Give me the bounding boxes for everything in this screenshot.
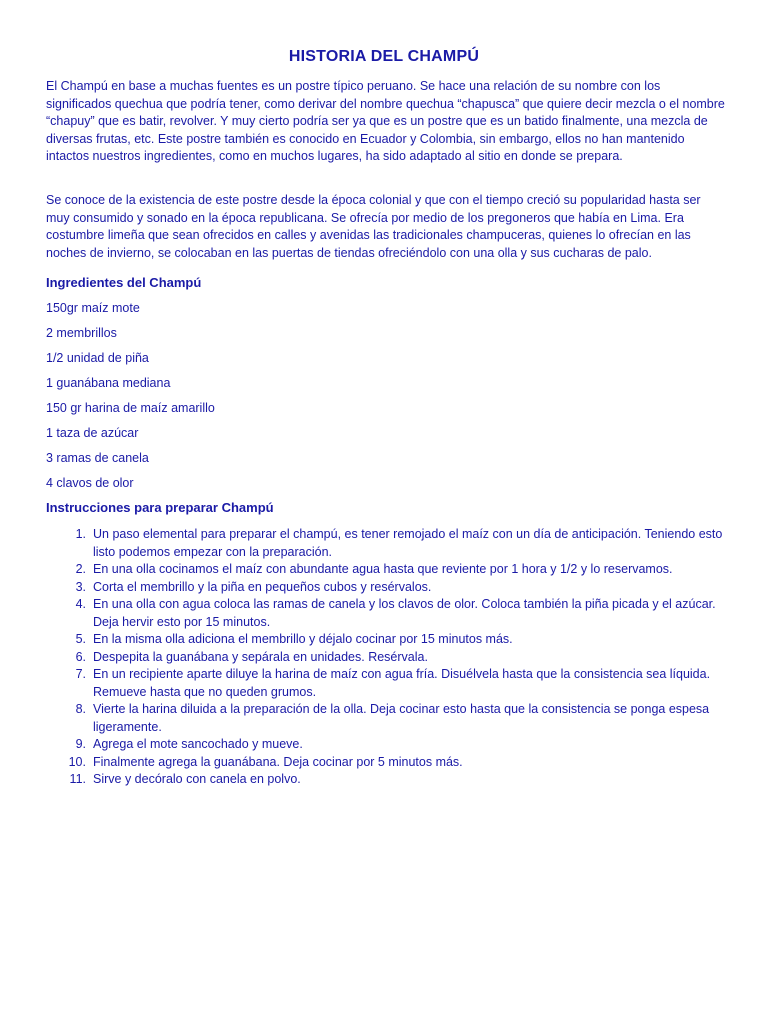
step-number: 3.: [75, 579, 86, 594]
ingredients-heading: Ingredientes del Champú: [46, 275, 202, 290]
step-text: Corta el membrillo y la piña en pequeños cubos y resérvalos.: [93, 579, 432, 594]
step-number: 8.: [75, 702, 86, 716]
step-number: 9.: [75, 737, 86, 751]
ingredient-item: 4 clavos de olor: [46, 476, 134, 490]
step-text: En una olla con agua coloca las ramas de canela y los clavos de olor. Coloca también la piña picada y el azúcar. Deja hervir esto por 15 minutos.: [93, 597, 716, 629]
step-text: Sirve y decóralo con canela en polvo.: [93, 772, 301, 786]
instruction-step: [46, 701, 726, 736]
instruction-step: [46, 754, 726, 772]
step-text: En una olla cocinamos el maíz con abundante agua hasta que reviente por 1 hora y 1/2 y lo reservamos.: [93, 562, 673, 576]
ingredient-item: 150gr maíz mote: [46, 301, 140, 315]
instruction-step: [46, 526, 726, 561]
instructions-list: [46, 526, 726, 789]
intro-paragraph: El Champú en base a muchas fuentes es un postre típico peruano. Se hace una relación de su nombre con los significados quechua que podría tener, como derivar del nombre quechua “chapusca” que quiere decir mezcla o el nombre “chapuy” que es batir, revolver. Y muy cierto podría ser ya que es un postre que es un batido finalmente, una mezcla de diversas frutas, etc. Este postre también es conocido en Ecuador y Colombia, sin embargo, ellos no han mantenido intactos nuestros ingredientes, como en muchos lugares, ha sido adaptado al sitio en donde se prepara.: [46, 79, 725, 163]
ingredient-item: 150 gr harina de maíz amarillo: [46, 401, 215, 415]
instruction-step: [46, 736, 726, 754]
step-number: 6.: [75, 649, 86, 664]
page-title: HISTORIA DEL CHAMPÚ: [288, 48, 480, 65]
step-number: 1.: [75, 527, 86, 541]
step-text: Despepita la guanábana y sepárala en unidades. Resérvala.: [93, 649, 428, 664]
step-number: 7.: [75, 667, 86, 681]
instruction-step: [46, 561, 726, 579]
instruction-step: [46, 579, 726, 597]
ingredient-item: 3 ramas de canela: [46, 451, 149, 465]
instruction-step: [46, 649, 726, 667]
step-text: Finalmente agrega la guanábana. Deja cocinar por 5 minutos más.: [93, 754, 463, 769]
step-text: En la misma olla adiciona el membrillo y déjalo cocinar por 15 minutos más.: [93, 632, 513, 646]
instruction-step: [46, 771, 726, 789]
ingredient-item: 1/2 unidad de piña: [46, 351, 149, 365]
instructions-heading: Instrucciones para preparar Champú: [46, 500, 274, 515]
step-number: 11.: [69, 772, 86, 786]
history-paragraph: Se conoce de la existencia de este postre desde la época colonial y que con el tiempo creció su popularidad hasta ser muy consumido y sonado en la época republicana. Se ofrecía por medio de los pregoneros que había en Lima. Era costumbre limeña que sean ofrecidos en calles y avenidas las tradicionales champuceras, quienes lo ofrecían en las noches de invierno, se colocaban en las puertas de tiendas ofreciéndolo con una olla y sus cucharas de palo.: [46, 193, 701, 260]
ingredients-list: [46, 300, 215, 500]
step-text: Agrega el mote sancochado y mueve.: [93, 737, 303, 751]
instruction-step: [46, 666, 726, 701]
step-number: 10.: [68, 754, 86, 769]
step-number: 4.: [75, 597, 86, 611]
ingredient-item: 2 membrillos: [46, 326, 117, 340]
step-text: Vierte la harina diluida a la preparación de la olla. Deja cocinar esto hasta que la consistencia se ponga espesa ligeramente.: [93, 702, 710, 734]
instruction-step: [46, 631, 726, 649]
step-text: Un paso elemental para preparar el champú, es tener remojado el maíz con un día de anticipación. Teniendo esto listo podemos empezar con la preparación.: [93, 527, 723, 559]
ingredient-item: 1 taza de azúcar: [46, 426, 139, 440]
step-number: 2.: [75, 562, 86, 576]
instruction-step: [46, 596, 726, 631]
step-number: 5.: [75, 632, 86, 646]
ingredient-item: 1 guanábana mediana: [46, 376, 171, 390]
step-text: En un recipiente aparte diluye la harina de maíz con agua fría. Disuélvela hasta que la consistencia sea líquida. Remueve hasta que no queden grumos.: [93, 667, 711, 699]
